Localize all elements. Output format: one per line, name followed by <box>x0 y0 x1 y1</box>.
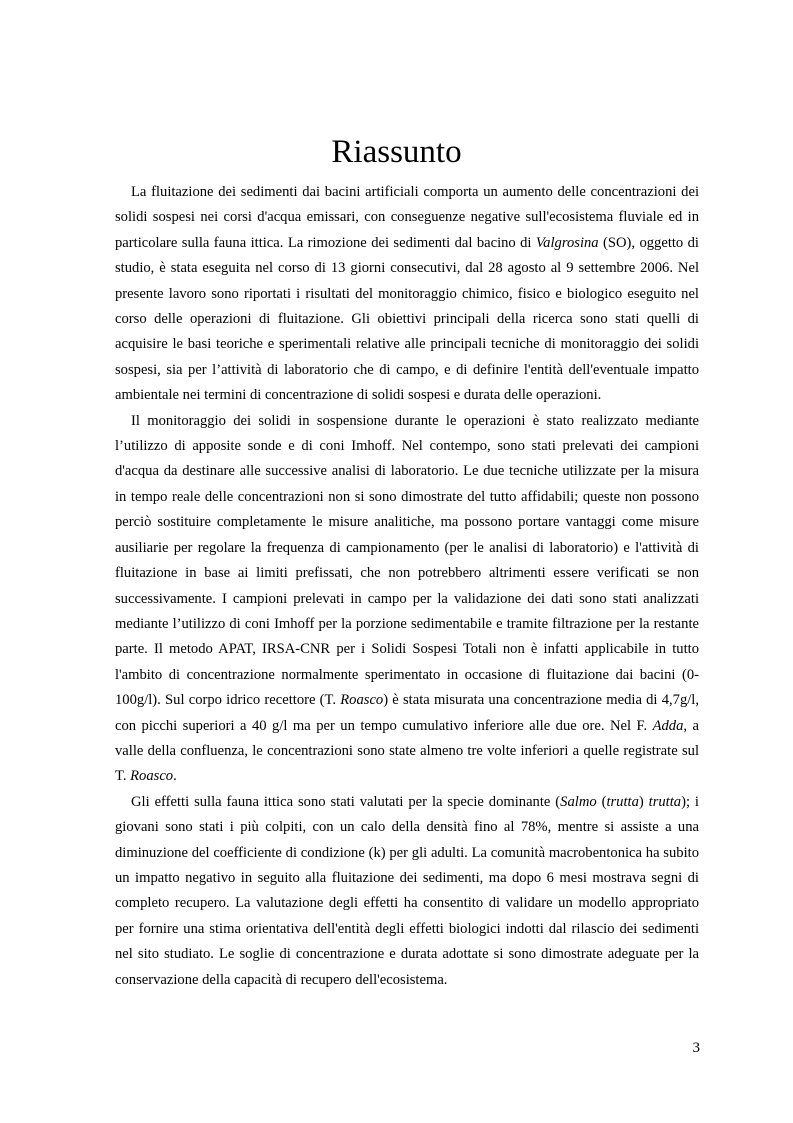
italic-term: Valgrosina <box>535 234 599 251</box>
text-run: mediante l’utilizzo di coni Imhoff per la porzione sedimentabile e tramite filtrazione per la restante <box>115 615 699 632</box>
text-run: (SO), oggetto di <box>598 234 699 251</box>
text-line <box>115 383 699 408</box>
text-line <box>115 510 699 535</box>
text-line <box>115 307 699 332</box>
text-line <box>115 180 699 205</box>
text-line <box>115 942 699 967</box>
text-line <box>115 764 699 789</box>
text-run: giovani sono stati i più colpiti, con un calo della densità fino al 78%, mentre si assiste a una <box>115 819 699 836</box>
italic-term: Salmo <box>560 793 597 810</box>
text-line <box>115 205 699 230</box>
text-run: ) <box>638 793 649 810</box>
text-run: per fornire una stima orientativa dell'entità degli effetti biologici indotti dal rilascio dei sedimenti <box>115 920 699 937</box>
text-run: diminuzione del coefficiente di condizione (k) per gli adulti. La comunità macrobentonica ha subito <box>115 844 699 861</box>
text-run: sospesi, sia per l’attività di laboratorio che di campo, e di definire l'entità dell'eventuale impatto <box>115 361 699 378</box>
text-run: l'ambito di concentrazione normalmente sperimentato in occasione di fluitazione dai bacini (0- <box>115 666 699 683</box>
text-line <box>115 663 699 688</box>
text-line <box>115 917 699 942</box>
text-run: completo recupero. La valutazione degli effetti ha consentito di validare un modello appropriato <box>115 895 699 912</box>
page-number: 3 <box>692 1040 700 1056</box>
text-line <box>115 282 699 307</box>
text-line <box>115 612 699 637</box>
text-line <box>115 485 699 510</box>
text-run: successivamente. I campioni prelevati in campo per la validazione dei dati sono stati analizzati <box>115 590 699 607</box>
text-run: perciò sostituire completamente le misure analitiche, ma possono portare vantaggi come misure <box>115 514 699 531</box>
text-line <box>115 231 699 256</box>
text-run: ambientale nei termini di concentrazione di solidi sospesi e durata delle operazioni. <box>115 387 602 404</box>
text-run: particolare sulla fauna ittica. La rimozione dei sedimenti dal bacino di <box>115 234 536 251</box>
italic-term: Roasco <box>340 692 384 709</box>
text-run: conservazione della capacità di recupero dell'ecosistema. <box>115 971 448 988</box>
page-title: Riassunto <box>331 134 462 170</box>
text-line <box>115 688 699 713</box>
text-run: corso delle operazioni di fluitazione. Gli obiettivi principali della ricerca sono stati quelli di <box>115 311 699 328</box>
text-line <box>115 739 699 764</box>
text-run: ( <box>596 793 607 810</box>
text-line <box>115 459 699 484</box>
text-line <box>115 714 699 739</box>
text-run: ausiliarie per regolare la frequenza di campionamento (per le analisi di laboratorio) e l'attività di <box>115 539 699 556</box>
italic-term: trutta <box>606 793 639 810</box>
paragraph <box>115 409 699 790</box>
text-run: . <box>173 768 177 785</box>
text-run: un impatto negativo in seguito alla fluitazione dei sedimenti, ma dopo 6 mesi mostrava segni di <box>115 869 699 886</box>
text-line <box>115 409 699 434</box>
italic-term: Adda <box>652 717 684 734</box>
text-run: valle della confluenza, le concentrazioni sono state almeno tre volte inferiori a quelle registrate sul <box>115 742 699 759</box>
text-line <box>115 561 699 586</box>
text-run: La fluitazione dei sedimenti dai bacini artificiali comporta un aumento delle concentrazioni dei <box>131 184 699 200</box>
paragraph <box>115 180 699 409</box>
text-run: fluitazione in base ai limiti prefissati, che non potrebbero altrimenti essere verificati se non <box>115 565 699 582</box>
text-line <box>115 815 699 840</box>
text-run: , a <box>683 717 700 734</box>
text-run: ); i <box>681 793 699 810</box>
text-line <box>115 866 699 891</box>
text-line <box>115 637 699 662</box>
text-run: in tempo reale delle concentrazioni non si sono dimostrate del tutto affidabili; queste non possono <box>115 488 699 505</box>
text-run: con picchi superiori a 40 g/l ma per un tempo cumulativo inferiore alle due ore. Nel F. <box>115 717 653 734</box>
text-line <box>115 968 699 993</box>
text-run: Gli effetti sulla fauna ittica sono stati valutati per la specie dominante ( <box>131 793 561 810</box>
paragraph <box>115 790 699 993</box>
text-run: nel sito studiato. Le soglie di concentrazione e durata adottate si sono dimostrate adeguate per la <box>115 946 699 963</box>
text-run: acquisire le basi teoriche e sperimentali relative alle principali tecniche di monitoraggio dei solidi <box>115 336 699 353</box>
text-run: solidi sospesi nei corsi d'acqua emissari, con conseguenze negative sull'ecosistema fluviale ed in <box>115 209 699 226</box>
abstract-body <box>115 180 699 993</box>
text-line <box>115 256 699 281</box>
text-run: presente lavoro sono riportati i risultati del monitoraggio chimico, fisico e biologico eseguito nel <box>115 285 699 302</box>
text-line <box>115 358 699 383</box>
text-run: T. <box>115 768 131 785</box>
text-line <box>115 332 699 357</box>
italic-term: trutta <box>648 793 682 810</box>
text-line <box>115 841 699 866</box>
text-run: studio, è stata eseguita nel corso di 13 giorni consecutivi, dal 28 agosto al 9 settembre 2006. Nel <box>115 260 699 277</box>
italic-term: Roasco <box>130 768 174 785</box>
text-run: Il monitoraggio dei solidi in sospensione durante le operazioni è stato realizzato mediante <box>131 412 699 429</box>
text-run: l’utilizzo di apposite sonde e di coni Imhoff. Nel contempo, sono stati prelevati dei campioni <box>115 438 699 455</box>
text-line <box>115 536 699 561</box>
text-line <box>115 587 699 612</box>
text-run: d'acqua da destinare alle successive analisi di laboratorio. Le due tecniche utilizzate per la misura <box>115 463 699 480</box>
text-run: parte. Il metodo APAT, IRSA-CNR per i Solidi Sospesi Totali non è infatti applicabile in tutto <box>115 641 699 658</box>
text-line <box>115 434 699 459</box>
text-run: 100g/l). Sul corpo idrico recettore (T. <box>115 692 341 709</box>
text-run: ) è stata misurata una concentrazione media di 4,7g/l, <box>383 692 700 709</box>
text-line <box>115 891 699 916</box>
text-line <box>115 790 699 815</box>
